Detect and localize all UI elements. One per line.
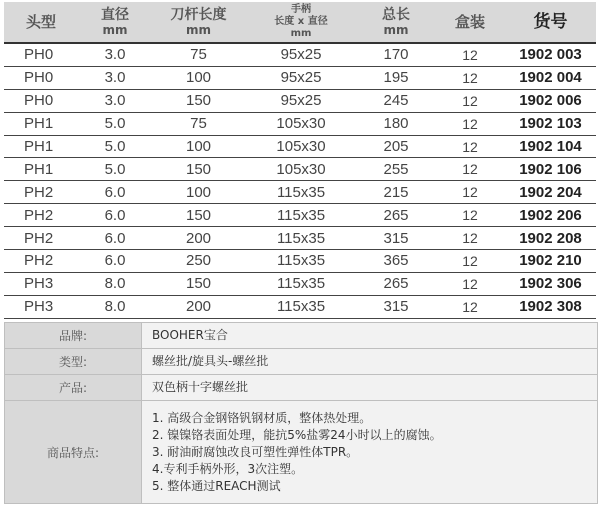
cell-type: PH3 xyxy=(4,295,78,318)
header-handle: 手柄 长度 x 直径 mm xyxy=(245,2,357,43)
product-value: 双色柄十字螺丝批 xyxy=(142,375,597,400)
cell-type: PH2 xyxy=(4,250,78,273)
feature-item: 3. 耐油耐腐蚀改良可塑性弹性体TPR。 xyxy=(152,444,359,459)
cell-blade-length: 150 xyxy=(152,158,245,181)
header-blade-length: 刀杆长度 mm xyxy=(152,2,245,43)
cell-handle: 105x30 xyxy=(245,135,357,158)
header-sku: 货号 xyxy=(505,2,596,43)
brand-value: BOOHER宝合 xyxy=(142,323,597,348)
cell-total-length: 265 xyxy=(357,204,435,227)
cell-total-length: 205 xyxy=(357,135,435,158)
cell-pack: 12 xyxy=(435,295,505,318)
cell-blade-length: 100 xyxy=(152,135,245,158)
table-row xyxy=(4,181,596,204)
cell-blade-length: 200 xyxy=(152,227,245,250)
spec-table-body xyxy=(4,43,596,318)
cell-sku: 1902 206 xyxy=(505,204,596,227)
cell-handle: 95x25 xyxy=(245,66,357,89)
cell-sku: 1902 306 xyxy=(505,272,596,295)
cell-sku: 1902 104 xyxy=(505,135,596,158)
cell-diameter: 8.0 xyxy=(78,272,152,295)
cell-pack: 12 xyxy=(435,135,505,158)
table-row xyxy=(4,250,596,273)
cell-total-length: 195 xyxy=(357,66,435,89)
cell-type: PH2 xyxy=(4,181,78,204)
cell-pack: 12 xyxy=(435,272,505,295)
cell-type: PH1 xyxy=(4,112,78,135)
cell-handle: 105x30 xyxy=(245,112,357,135)
cell-total-length: 265 xyxy=(357,272,435,295)
table-row xyxy=(4,112,596,135)
cell-pack: 12 xyxy=(435,227,505,250)
cell-type: PH2 xyxy=(4,204,78,227)
table-row xyxy=(4,43,596,66)
cell-pack: 12 xyxy=(435,89,505,112)
cell-type: PH1 xyxy=(4,135,78,158)
table-row xyxy=(4,89,596,112)
cell-diameter: 5.0 xyxy=(78,158,152,181)
cell-total-length: 255 xyxy=(357,158,435,181)
cell-blade-length: 75 xyxy=(152,43,245,66)
cell-diameter: 5.0 xyxy=(78,135,152,158)
cell-total-length: 170 xyxy=(357,43,435,66)
cell-handle: 115x35 xyxy=(245,295,357,318)
table-row xyxy=(4,204,596,227)
cell-total-length: 315 xyxy=(357,295,435,318)
cell-blade-length: 100 xyxy=(152,181,245,204)
cell-diameter: 8.0 xyxy=(78,295,152,318)
cell-blade-length: 150 xyxy=(152,204,245,227)
features-label: 商品特点: xyxy=(5,401,142,503)
table-row xyxy=(4,158,596,181)
spec-table xyxy=(4,2,596,319)
product-label: 产品: xyxy=(5,375,142,400)
cell-total-length: 245 xyxy=(357,89,435,112)
cell-pack: 12 xyxy=(435,158,505,181)
cell-sku: 1902 208 xyxy=(505,227,596,250)
product-info-panel xyxy=(4,322,598,504)
cell-diameter: 6.0 xyxy=(78,204,152,227)
info-row-features xyxy=(5,401,597,503)
cell-handle: 95x25 xyxy=(245,43,357,66)
cell-total-length: 180 xyxy=(357,112,435,135)
cell-handle: 115x35 xyxy=(245,181,357,204)
feature-item: 1. 高级合金钢铬钒钢材质，整体热处理。 xyxy=(152,410,372,425)
cell-diameter: 3.0 xyxy=(78,43,152,66)
cell-handle: 95x25 xyxy=(245,89,357,112)
cell-pack: 12 xyxy=(435,112,505,135)
cell-total-length: 215 xyxy=(357,181,435,204)
cell-type: PH0 xyxy=(4,66,78,89)
cell-blade-length: 250 xyxy=(152,250,245,273)
cell-sku: 1902 308 xyxy=(505,295,596,318)
table-row xyxy=(4,295,596,318)
cell-blade-length: 200 xyxy=(152,295,245,318)
table-header-row xyxy=(4,2,596,43)
cell-sku: 1902 004 xyxy=(505,66,596,89)
cell-diameter: 6.0 xyxy=(78,227,152,250)
cell-total-length: 315 xyxy=(357,227,435,250)
spec-table-container xyxy=(4,2,596,319)
cell-pack: 12 xyxy=(435,250,505,273)
feature-item: 2. 镍镍铬表面处理，能抗5%盐雾24小时以上的腐蚀。 xyxy=(152,427,442,442)
info-row-brand xyxy=(5,323,597,349)
info-row-product xyxy=(5,375,597,401)
cell-type: PH1 xyxy=(4,158,78,181)
cell-sku: 1902 106 xyxy=(505,158,596,181)
header-pack: 盒装 xyxy=(435,2,505,43)
cell-type: PH0 xyxy=(4,43,78,66)
features-list xyxy=(142,401,597,503)
brand-label: 品牌: xyxy=(5,323,142,348)
category-label: 类型: xyxy=(5,349,142,374)
cell-pack: 12 xyxy=(435,181,505,204)
cell-sku: 1902 210 xyxy=(505,250,596,273)
cell-sku: 1902 103 xyxy=(505,112,596,135)
cell-type: PH3 xyxy=(4,272,78,295)
cell-handle: 115x35 xyxy=(245,227,357,250)
cell-diameter: 3.0 xyxy=(78,66,152,89)
cell-handle: 115x35 xyxy=(245,250,357,273)
cell-type: PH2 xyxy=(4,227,78,250)
table-row xyxy=(4,66,596,89)
table-row xyxy=(4,272,596,295)
cell-pack: 12 xyxy=(435,66,505,89)
cell-diameter: 3.0 xyxy=(78,89,152,112)
cell-pack: 12 xyxy=(435,204,505,227)
header-diameter: 直径 mm xyxy=(78,2,152,43)
cell-sku: 1902 006 xyxy=(505,89,596,112)
info-row-category xyxy=(5,349,597,375)
table-row xyxy=(4,227,596,250)
cell-diameter: 6.0 xyxy=(78,250,152,273)
header-type: 头型 xyxy=(4,2,78,43)
cell-handle: 105x30 xyxy=(245,158,357,181)
cell-pack: 12 xyxy=(435,43,505,66)
cell-handle: 115x35 xyxy=(245,272,357,295)
cell-blade-length: 150 xyxy=(152,89,245,112)
cell-blade-length: 75 xyxy=(152,112,245,135)
table-row xyxy=(4,135,596,158)
feature-item: 4.专利手柄外形，3次注塑。 xyxy=(152,461,304,476)
cell-diameter: 5.0 xyxy=(78,112,152,135)
cell-diameter: 6.0 xyxy=(78,181,152,204)
category-value: 螺丝批/旋具头-螺丝批 xyxy=(142,349,597,374)
cell-sku: 1902 003 xyxy=(505,43,596,66)
cell-type: PH0 xyxy=(4,89,78,112)
feature-item: 5. 整体通过REACH测试 xyxy=(152,478,281,493)
cell-total-length: 365 xyxy=(357,250,435,273)
cell-blade-length: 100 xyxy=(152,66,245,89)
cell-blade-length: 150 xyxy=(152,272,245,295)
header-total-length: 总长 mm xyxy=(357,2,435,43)
cell-handle: 115x35 xyxy=(245,204,357,227)
cell-sku: 1902 204 xyxy=(505,181,596,204)
